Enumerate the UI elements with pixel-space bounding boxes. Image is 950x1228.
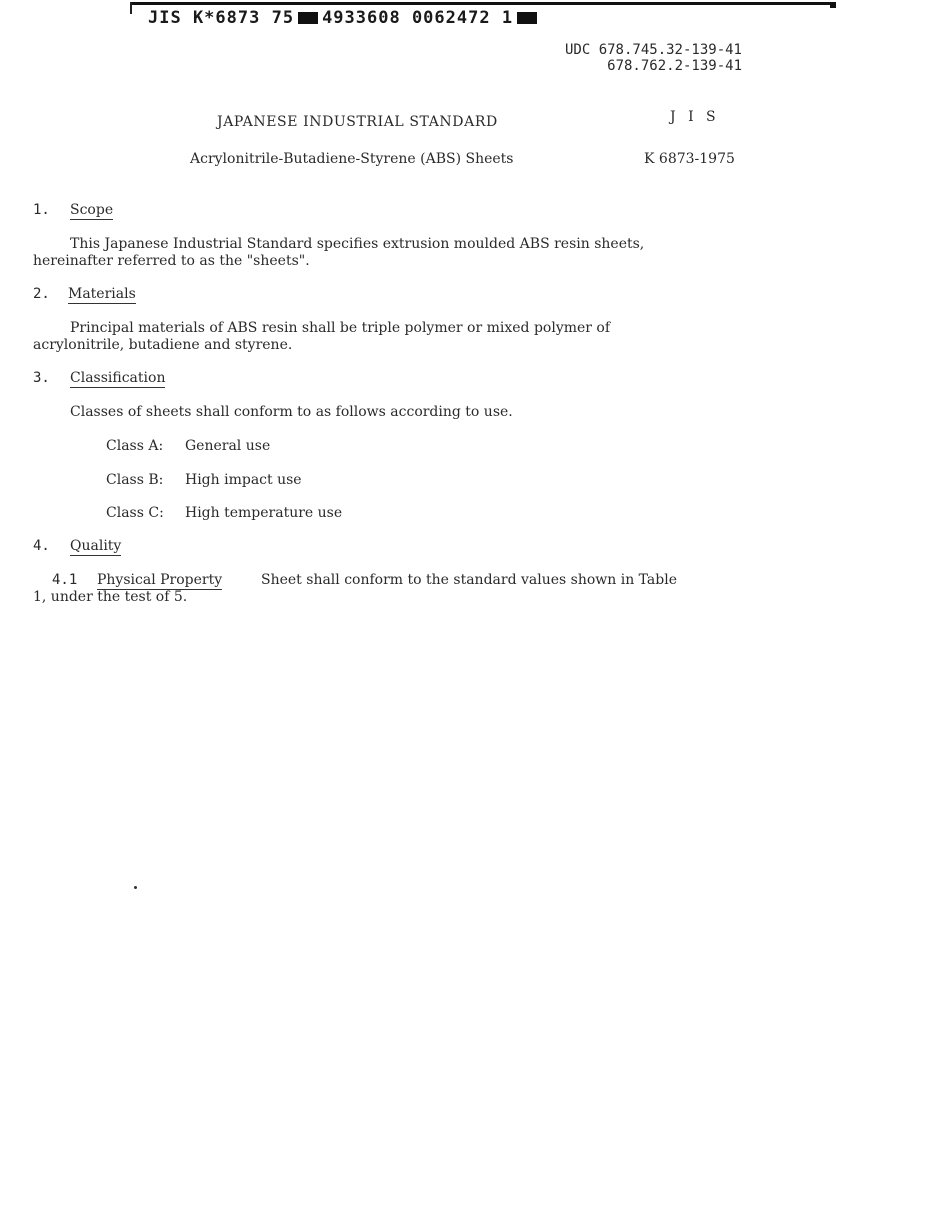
section-2-number: 2. bbox=[33, 286, 50, 302]
top-rule-left-cap bbox=[130, 2, 132, 14]
section-3-intro: Classes of sheets shall conform to as follows according to use. bbox=[70, 404, 513, 420]
section-3-heading: Classification bbox=[70, 370, 166, 386]
document-stamp bbox=[148, 8, 541, 28]
class-a-label: Class A: bbox=[106, 438, 164, 454]
subsection-4-1-text-line-2: 1, under the test of 5. bbox=[33, 589, 188, 605]
class-a-text: General use bbox=[185, 438, 271, 454]
class-b-text: High impact use bbox=[185, 472, 302, 488]
class-b-label: Class B: bbox=[106, 472, 164, 488]
section-4-number: 4. bbox=[33, 538, 50, 554]
jis-label: J I S bbox=[670, 109, 720, 125]
subsection-4-1-number: 4.1 bbox=[52, 572, 78, 588]
standard-number: K 6873-1975 bbox=[644, 151, 735, 167]
document-subtitle: Acrylonitrile-Butadiene-Styrene (ABS) Sheets bbox=[190, 151, 514, 167]
top-rule bbox=[130, 2, 836, 5]
stamp-code: JIS K*6873 75 bbox=[148, 8, 295, 28]
stamp-block-mark bbox=[298, 12, 318, 24]
section-2-heading: Materials bbox=[68, 286, 136, 302]
udc-line-2: 678.762.2-139-41 bbox=[607, 58, 742, 74]
section-2-text-line-2: acrylonitrile, butadiene and styrene. bbox=[33, 337, 293, 353]
section-1-text-line-1: This Japanese Industrial Standard specifies extrusion moulded ABS resin sheets, bbox=[70, 236, 645, 252]
stamp-block-mark-end bbox=[517, 12, 537, 24]
udc-line-1: UDC 678.745.32-139-41 bbox=[564, 42, 742, 58]
section-1-number: 1. bbox=[33, 202, 50, 218]
subsection-4-1-heading: Physical Property bbox=[97, 572, 223, 588]
section-1-text-line-2: hereinafter referred to as the "sheets". bbox=[33, 253, 310, 269]
class-c-label: Class C: bbox=[106, 505, 164, 521]
stamp-number: 4933608 0062472 1 bbox=[322, 8, 514, 28]
section-1-heading: Scope bbox=[70, 202, 114, 218]
top-rule-right-cap bbox=[830, 2, 836, 8]
section-4-heading: Quality bbox=[70, 538, 122, 554]
section-2-text-line-1: Principal materials of ABS resin shall be triple polymer or mixed polymer of bbox=[70, 320, 611, 336]
document-title: JAPANESE INDUSTRIAL STANDARD bbox=[217, 114, 498, 130]
speck-mark bbox=[134, 886, 137, 889]
section-3-number: 3. bbox=[33, 370, 50, 386]
class-c-text: High temperature use bbox=[185, 505, 343, 521]
subsection-4-1-text-line-1: Sheet shall conform to the standard values shown in Table bbox=[261, 572, 678, 588]
